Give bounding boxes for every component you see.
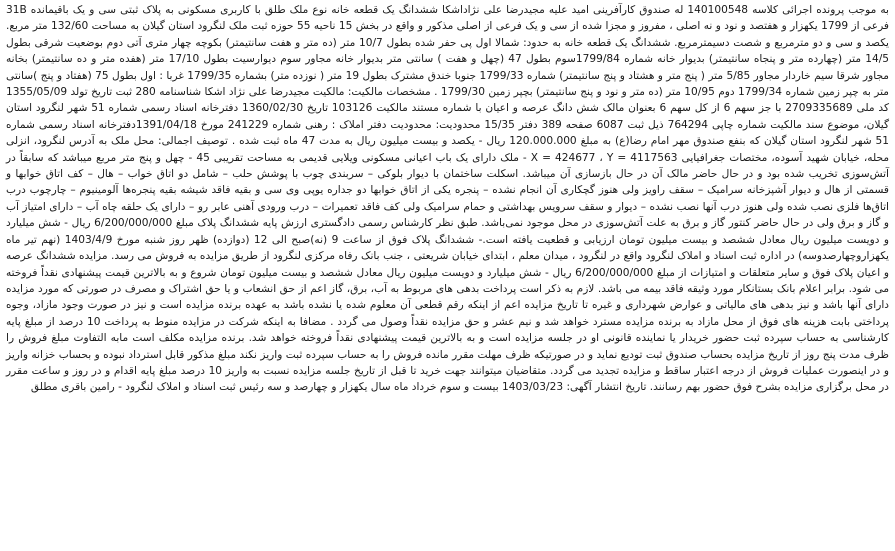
notice-body: به موجب پرونده اجرائی کلاسه 140100548 له صندوق کارآفرینی امید علیه مجیدرضا علی نژاداشکا ششدانگ یک قطعه خانه نوع ملک طلق با کاربری مسکونی به پلاک ثبتی سی و یک باقیمانده 31B فرعی از 1799 یکهزار و هفتصد و نود و نه اصلی ، مفروز و مجزا شده از سی و یک فرعی از اصلی مذکور و واقع در بخش 15 ناحیه 55 حوزه ثبت ملک لنگرود استان گیلان به مساحت 132/60 متر مربع. یکصد و سی و دو مترمربع و شصت دسیمترمربع. ششدانگ یک قطعه خانه به حدود: شمالا اول پی حفر شده بطول 10/7 متر (ده متر و هفت سانتیمتر) بکوچه چهار متری آتی دوم بوضعیت شرقی بطول 14/5 متر (چهارده متر و پنجاه سانتیمتر) بدیوار خانه شماره 1799/84سوم بطول 47 (چهل و هفت ) سانتی متر بدیوار خانه مجاور سوم دیوارسیت بطول 17/10 متر (هفده متر و ده سانتیمتر) بخانه مجاور شرقا سیم خاردار مجاور 5/85 متر ( پنج متر و هشتاد و پنج سانتیمتر) شماره 1799/33 جنوبا خندق مشترک بطول 19 متر ( نوزده متر) بشماره 1799/35 غربا : اول بطول 75 (هفتاد و پنج )سانتی متر به چپر زمین شماره 1799/34 دوم 10/95 متر (ده متر و نود و پنج سانتیمتر) بچپر زمین 1799/30 . مشخصات مالکیت: مالکیت مجیدرضا علی نژاد اشکا شناسنامه 280 ثبت تاریخ تولد 1355/05/09 کد ملی 2709335689 با جز سهم 6 از کل سهم 6 بعنوان مالک شش دانگ عرصه و اعیان با شماره مستند مالکیت 103126 تاریخ 1360/02/30 دفترخانه اسناد رسمی شماره 51 شهر لنگرود استان گیلان، موضوع سند مالکیت شماره چاپی 764294 ذیل ثبت 6087 صفحه 389 دفتر 15/35 محدودیت: محدودیت دفتر املاک : رهنی شماره 241229 مورخ 1391/04/18دفترخانه اسناد رسمی شماره 51 شهر لنگرود استان گیلان که بنفع صندوق مهر امام رضا(ع) به مبلغ 120.000.000 ریال - یکصد و بیست میلیون ریال به مدت 47 ماه ثبت شده . توصیف اجمالی: محل ملک به آدرس لنگرود، انزلی محله، خیابان شهید آسوده، مختصات جغرافیایی X = 424677 ، Y = 4117563 - ملک دارای یک باب اعیانی مسکونی ویلایی قدیمی به مساحت تقریبی 45 - چهل و پنج متر مربع میباشد که سابقاً در آتش‌سوزی تخریب شده بود و در حال حاضر مالک آن در حال بازسازی آن میباشد. اسکلت ساختمان با دیوار بلوکی – سربندی چوب با پوشش حلب – شامل دو اتاق خواب – هال – کف اتاق خوابها و قسمتی از هال و دیوار آشپزخانه سرامیک – سقف راویز ولی هنوز گچکاری آن انجام نشده – پنجره یکی از اتاق خوابها دو جداره یوپی وی سی و بقیه فاقد شیشه بقیه پنجره‌ها آلومینیوم – چارچوب درب اتاق‌ها فلزی نصب شده ولی هنوز درب آنها نصب نشده – دیوار و سقف سرویس بهداشتی و حمام سرامیک ولی کف فاقد تعمیرات – درب ورودی آهنی عابر رو – دارای یک حلقه چاه آب – دارای امتیاز آب و گاز و برق ولی در حال حاضر کنتور گاز و برق به علت آتش‌سوزی در محل موجود نمی‌باشد. طبق نظر کارشناس رسمی دادگستری ارزش پایه ششدانگ پلاک مبلغ 6/200/000/000 ریال - شش میلیارد و دویست میلیون ریال معادل ششصد و بیست میلیون تومان ارزیابی و قطعیت یافته است.- ششدانگ پلاک فوق از ساعت 9 (نه)صبح الی 12 (دوازده) ظهر روز شنبه مورخ 1403/4/9 (نهم تیر ماه یکهزاروچهارصدوسه) در اداره ثبت اسناد و املاک لنگرود واقع در لنگرود ، میدان معلم ، ابتدای خیابان شریعتی ، جنب بانک رفاه مرکزی لنگرود از طریق مزایده به فروش می رسد. مزایده ششدانگ عرصه و اعیان پلاک فوق و سایر متعلقات و امتیازات از مبلغ 6/200/000/000 ریال - شش میلیارد و دویست میلیون ریال معادل ششصد و بیست میلیون تومان شروع و به بالاترین قیمت پیشنهادی نقداً فروخته می شود. برابر اعلام بانک بستانکار مورد وثیقه فاقد بیمه می باشد. لازم به ذکر است پرداخت بدهی های مربوط به آب، برق، گاز اعم از حق انشعاب و یا حق اشتراک و مصرف در صورتی که مورد مزایده دارای آنها باشد و نیز بدهی های مالیاتی و عوارض شهرداری و غیره تا تاریخ مزایده اعم از اینکه رقم قطعی آن معلوم شده یا نشده باشد به عهده برنده مزایده است و نیز در صورت وجود مازاد، وجوه پرداختی بابت هزینه های فوق از محل مازاد به برنده مزایده مسترد خواهد شد و نیم عشر و حق مزایده نقداً وصول می گردد . مضافا به اینکه شرکت در مزایده منوط به پرداخت 10 درصد از مبلغ پایه کارشناسی به حساب سپرده ثبت حضور خریدار یا نماینده قانونی او در جلسه مزایده است و به بالاترین قیمت پیشنهادی نقداً فروخته خواهد شد. برنده مزایده مکلف است مابه التفاوت مبلغ فروش را ظرف مدت پنج روز از تاریخ مزایده بحساب صندوق ثبت تودیع نماید و در صورتیکه ظرف مهلت مقرر مانده فروش را به حساب سپرده ثبت واریز نکند مبلغ مذکور قابل استرداد نبوده و بحساب خزانه واریز و در اینصورت عملیات فروش از درجه اعتبار ساقط و مزایده تجدید می گردد. متقاضیان میتوانند جهت خرید تا قبل از تاریخ جلسه مزایده نسبت به واریز 10 درصد مبلغ پایه اقدام و در روز و ساعت مقرر در محل برگزاری مزایده بشرح فوق حضور بهم رسانند. تاریخ انتشار آگهی: 1403/03/23 بیست و سوم خرداد ماه سال یکهزار و چهارصد و سه رئیس ثبت اسناد و املاک لنگرود - رامین باقری مطلق (6, 4, 890, 394)
